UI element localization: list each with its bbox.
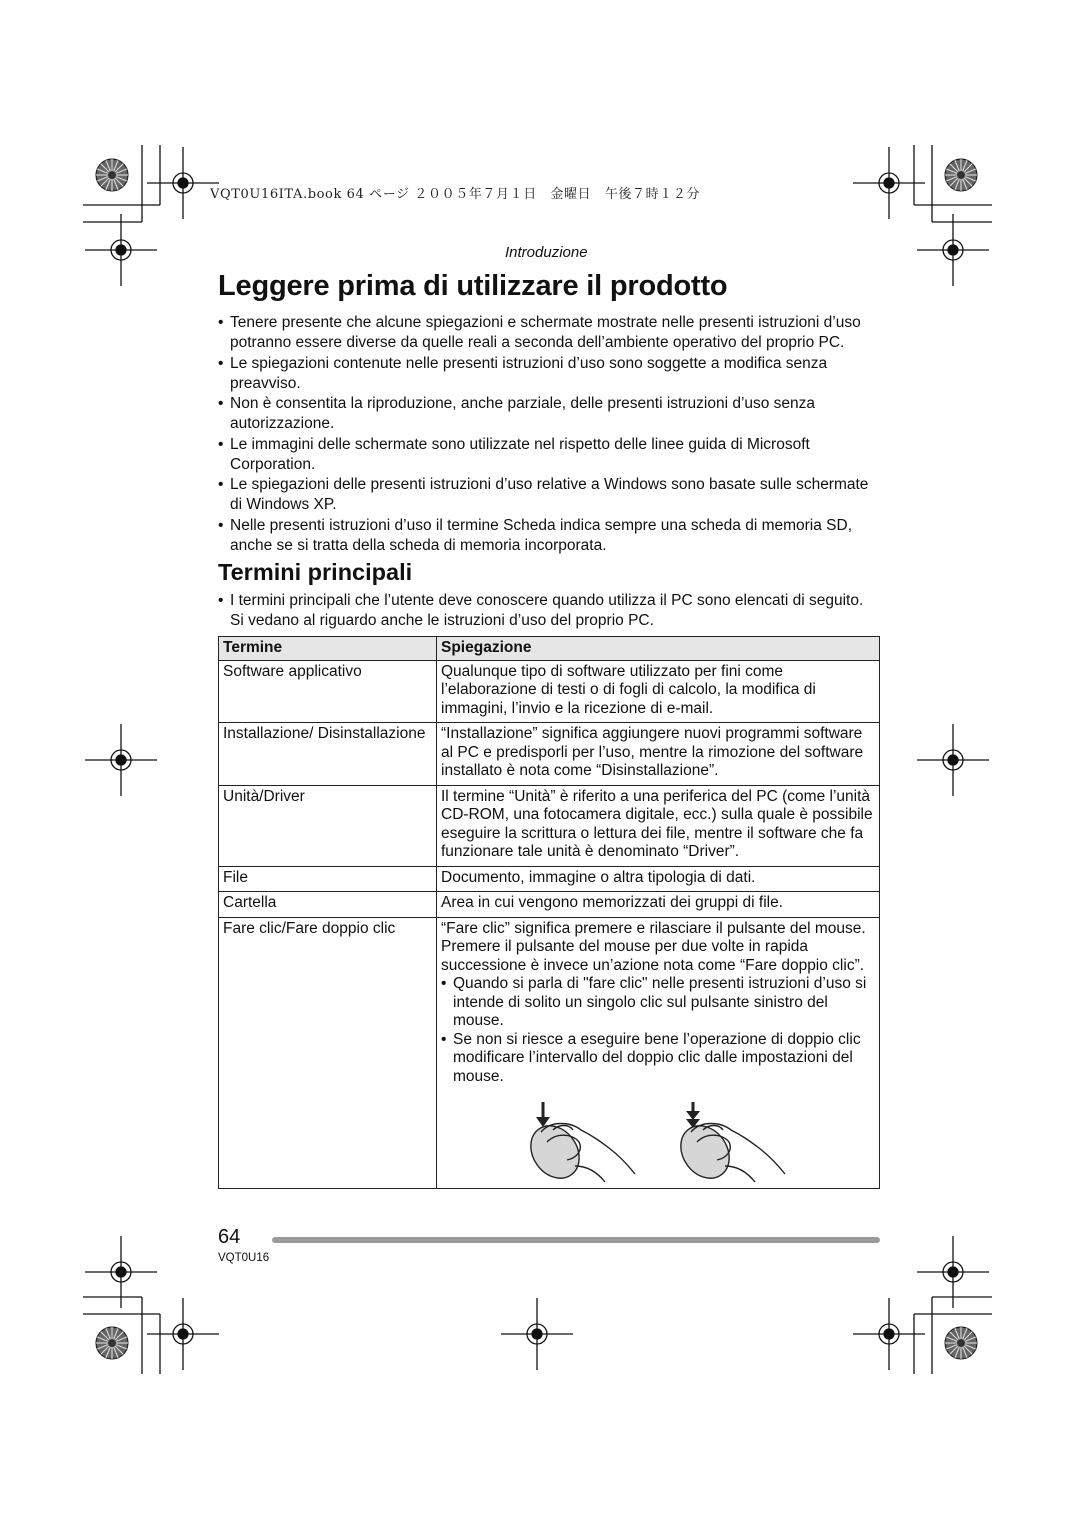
double-click-definition: Premere il pulsante del mouse per due volte in rapida successione è invece un’azione nota come “Fare doppio clic”.	[441, 938, 865, 974]
table-row	[219, 917, 880, 1189]
table-header-row	[219, 637, 880, 661]
registration-mark-icon	[917, 724, 989, 796]
list-item: • Se non si riesce a eseguire bene l’operazione di doppio clic modificare l’intervallo del doppio clic dalle impostazioni del mouse.	[441, 1031, 875, 1087]
list-item: • Le spiegazioni contenute nelle presenti istruzioni d’uso sono soggette a modifica senza preavviso.	[218, 354, 884, 394]
table-row	[219, 892, 880, 918]
table-row	[219, 866, 880, 892]
list-item: • Tenere presente che alcune spiegazioni e schermate mostrate nelle presenti istruzioni d’uso potranno essere diverse da quelle reali a seconda dell’ambiente operativo del proprio PC.	[218, 313, 884, 353]
term-cell: File	[219, 866, 437, 892]
page-title: Leggere prima di utilizzare il prodotto	[218, 270, 728, 302]
footer-rule	[272, 1237, 880, 1243]
table-row	[219, 723, 880, 786]
double-click-icon	[671, 1102, 785, 1184]
registration-mark-icon	[85, 214, 157, 286]
registration-mark-icon	[917, 214, 989, 286]
term-cell: Installazione/ Disinstallazione	[219, 723, 437, 786]
mouse-click-illustration	[527, 1102, 807, 1184]
registration-mark-icon	[147, 147, 219, 219]
rosette-mark-icon	[945, 159, 977, 191]
notes-list	[218, 313, 884, 556]
rosette-mark-icon	[96, 1327, 128, 1359]
click-notes-list	[441, 975, 875, 1086]
explanation-cell: Il termine “Unità” è riferito a una periferica del PC (come l’unità CD-ROM, una fotocamera digitale, ecc.) sulla quale è possibile eseguire la scrittura o lettura dei file, mentre il software che fa funzionare tale unità è denominato “Driver”.	[437, 785, 880, 866]
page-number: 64	[218, 1226, 241, 1248]
explanation-cell	[437, 917, 880, 1189]
list-item: • Nelle presenti istruzioni d’uso il termine Scheda indica sempre una scheda di memoria SD, anche se si tratta della scheda di memoria incorporata.	[218, 516, 884, 556]
term-cell: Fare clic/Fare doppio clic	[219, 917, 437, 1189]
rosette-mark-icon	[96, 159, 128, 191]
book-file-header: VQT0U16ITA.book 64 ページ ２００５年７月１日 金曜日 午後７時１２分	[210, 187, 701, 202]
list-item: • Le spiegazioni delle presenti istruzioni d’uso relative a Windows sono basate sulle schermate di Windows XP.	[218, 475, 884, 515]
column-header-term: Termine	[219, 637, 437, 661]
explanation-cell: “Installazione” significa aggiungere nuovi programmi software al PC e predisporli per l’uso, mentre la rimozione del software installato è nota come “Disinstallazione”.	[437, 723, 880, 786]
document-code: VQT0U16	[218, 1252, 270, 1264]
list-item: • Le immagini delle schermate sono utilizzate nel rispetto delle linee guida di Microsoft Corporation.	[218, 435, 884, 475]
list-item: • Quando si parla di "fare clic" nelle presenti istruzioni d’uso si intende di solito un singolo clic sul pulsante sinistro del mouse.	[441, 975, 875, 1031]
column-header-explanation: Spiegazione	[437, 637, 880, 661]
list-item: • Non è consentita la riproduzione, anche parziale, delle presenti istruzioni d’uso senza autorizzazione.	[218, 394, 884, 434]
rosette-mark-icon	[945, 1327, 977, 1359]
explanation-cell: Area in cui vengono memorizzati dei gruppi di file.	[437, 892, 880, 918]
section-label: Introduzione	[505, 244, 588, 261]
terms-table	[218, 636, 880, 1189]
explanation-cell: Qualunque tipo di software utilizzato per fini come l’elaborazione di testi o di fogli di calcolo, la modifica di immagini, l’invio e la ricezione di e-mail.	[437, 660, 880, 723]
list-item: • I termini principali che l’utente deve conoscere quando utilizza il PC sono elencati di seguito. Si vedano al riguardo anche le istruzioni d’uso del proprio PC.	[218, 591, 880, 631]
registration-mark-icon	[147, 1298, 219, 1370]
table-row	[219, 785, 880, 866]
term-cell: Software applicativo	[219, 660, 437, 723]
explanation-cell: Documento, immagine o altra tipologia di dati.	[437, 866, 880, 892]
click-definition: “Fare clic” significa premere e rilasciare il pulsante del mouse.	[441, 919, 866, 937]
table-row	[219, 660, 880, 723]
terms-intro-list	[218, 591, 880, 632]
registration-mark-icon	[501, 1298, 573, 1370]
single-click-icon	[527, 1102, 635, 1184]
registration-mark-icon	[85, 724, 157, 796]
terms-heading: Termini principali	[218, 559, 413, 585]
term-cell: Cartella	[219, 892, 437, 918]
term-cell: Unità/Driver	[219, 785, 437, 866]
